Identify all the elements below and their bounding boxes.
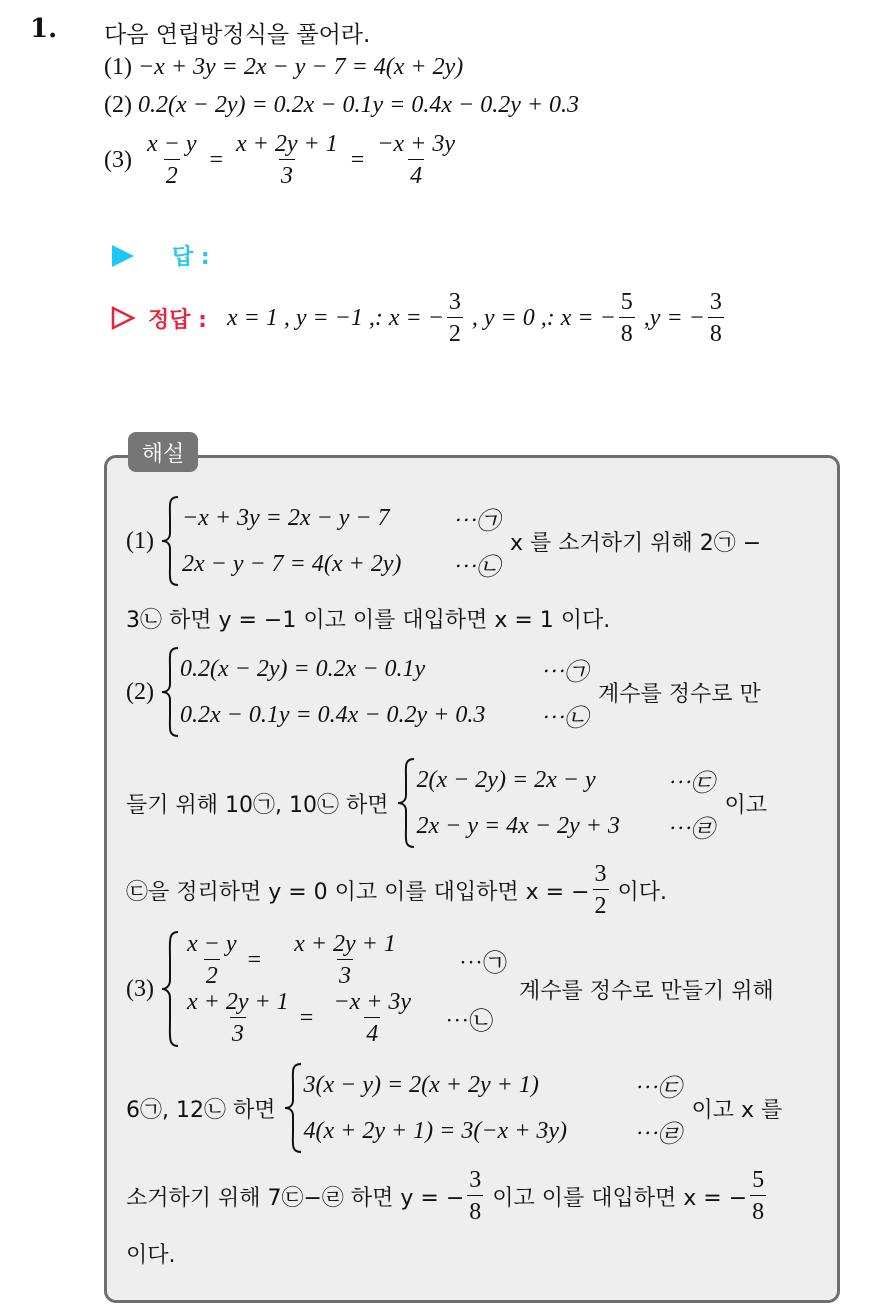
solution-text: x 를 소거하기 위해 2㉠ −: [509, 530, 762, 556]
answer-label: 답 :: [172, 245, 210, 270]
equation-marker: ⋯㉣: [666, 816, 715, 843]
item-label: (2): [126, 678, 154, 705]
fraction: $\frac{5}{8}$: [752, 1167, 765, 1225]
item-label: (1): [104, 54, 132, 80]
solution-3-system: (3) $\frac{x - y}{2}$ = $\frac{x + 2y + 1}{3}$ ⋯㉠ $\frac{x + 2y + 1}{3}$ = $\frac{-x + 3y}{4}$ ⋯㉡ 계수를 정수로 만들기 위해: [126, 931, 774, 1047]
answer-text: , y = 0 ,: x = −: [471, 304, 616, 331]
solution-text: ㉢을 정리하면 y = 0 이고 이를 대입하면 x = −: [126, 879, 590, 905]
problem-item-1: [104, 54, 463, 81]
equation-marker: ⋯㉡: [539, 705, 588, 732]
solution-2-system-b: [126, 757, 767, 849]
equation: 0.2(x − 2y) = 0.2x − 0.1y: [179, 655, 426, 682]
equation: −x + 3y = 2x − y − 7: [181, 504, 390, 531]
solution-3-system-b: [126, 1062, 782, 1154]
solution-text: 이고 x 를: [691, 1097, 783, 1123]
fraction: $\frac{x + 2y + 1}{3}$: [186, 989, 289, 1047]
problem-item-2: [104, 92, 579, 119]
fraction: $\frac{x + 2y + 1}{3}$: [294, 931, 396, 989]
equation: 0.2x − 0.1y = 0.4x − 0.2y + 0.3: [179, 701, 486, 728]
fraction: $\frac{3}{2}$: [448, 289, 461, 347]
fraction: $\frac{3}{2}$: [594, 861, 607, 919]
item-equation: −x + 3y = 2x − y − 7 = 4(x + 2y): [137, 54, 464, 80]
equation: 4(x + 2y + 1) = 3(−x + 3y): [303, 1117, 568, 1144]
equation-marker: ⋯㉠: [539, 659, 588, 686]
solution-text: 이다.: [617, 879, 668, 905]
equation-marker: ⋯㉢: [633, 1075, 682, 1102]
left-brace-icon: [160, 930, 180, 1048]
problem-item-3: (3) $\frac{x - y}{2}$ = $\frac{x + 2y + 1}{3}$ = $\frac{-x + 3y}{4}$: [104, 131, 455, 189]
equation: 3(x − y) = 2(x + 2y + 1): [303, 1071, 539, 1098]
solution-text: 소거하기 위해 7㉢−㉣ 하면 y = −: [126, 1185, 465, 1211]
item-label: (3): [126, 975, 154, 1002]
problem-number: 1.: [30, 14, 58, 44]
item-label: (1): [126, 527, 154, 554]
fraction: $\frac{3}{8}$: [709, 289, 722, 347]
solution-2-system: [126, 646, 761, 738]
item-equation: 0.2(x − 2y) = 0.2x − 0.1y = 0.4x − 0.2y + 0.3: [137, 92, 580, 118]
solution-2-result: [126, 862, 667, 918]
fraction: $\frac{5}{8}$: [620, 289, 633, 347]
solution-text: 3㉡ 하면 y = −1 이고 이를 대입하면 x = 1 이다.: [126, 608, 611, 633]
item-label: (3): [104, 146, 132, 173]
solution-text: 이고 이를 대입하면 x = −: [492, 1185, 748, 1211]
correct-answer-label: 정답 :: [148, 307, 207, 333]
item-label: (2): [104, 92, 132, 118]
equation-marker: ⋯㉢: [666, 770, 715, 797]
solution-text: 들기 위해 10㉠, 10㉡ 하면: [126, 792, 389, 818]
solution-text: 6㉠, 12㉡ 하면: [126, 1097, 276, 1123]
solution-text: 이고: [724, 792, 767, 818]
left-brace-icon: [396, 757, 416, 849]
fraction: $\frac{x + 2y + 1}{3}$: [236, 131, 338, 189]
play-outline-icon: [110, 305, 136, 331]
problem-instruction: 다음 연립방정식을 풀어라.: [104, 22, 371, 48]
fraction: $\frac{-x + 3y}{4}$: [377, 131, 455, 189]
left-brace-icon: [283, 1062, 303, 1154]
equation: 2(x − 2y) = 2x − y: [416, 766, 596, 793]
answer-text: ,y = −: [643, 304, 705, 331]
answer-row: [110, 240, 210, 271]
solution-text: 계수를 정수로 만들기 위해: [519, 978, 774, 1004]
solution-tag: 해설: [128, 432, 198, 472]
left-brace-icon: [160, 646, 180, 738]
correct-answer-row: [110, 290, 727, 346]
fraction: $\frac{x - y}{2}$: [186, 931, 237, 989]
equation: 2x − y − 7 = 4(x + 2y): [181, 550, 402, 577]
solution-text: 이다.: [126, 1243, 176, 1268]
equation-marker: ⋯㉠: [459, 950, 508, 977]
solution-3-result: [126, 1168, 769, 1224]
fraction: $\frac{-x + 3y}{4}$: [333, 989, 412, 1047]
left-brace-icon: [160, 495, 180, 587]
solution-text: 계수를 정수로 만: [597, 681, 761, 707]
equation-marker: ⋯㉣: [633, 1121, 682, 1148]
equation-marker: ⋯㉡: [451, 554, 500, 581]
equation-marker: ⋯㉠: [451, 508, 500, 535]
fraction: $\frac{3}{8}$: [469, 1167, 482, 1225]
solution-1-system: [126, 495, 761, 587]
answer-text: x = 1 , y = −1 ,: x = −: [226, 304, 444, 331]
play-icon: [110, 243, 136, 269]
fraction: $\frac{x - y}{2}$: [146, 131, 197, 189]
equation-marker: ⋯㉡: [445, 1008, 494, 1035]
equation: 2x − y = 4x − 2y + 3: [416, 812, 620, 839]
